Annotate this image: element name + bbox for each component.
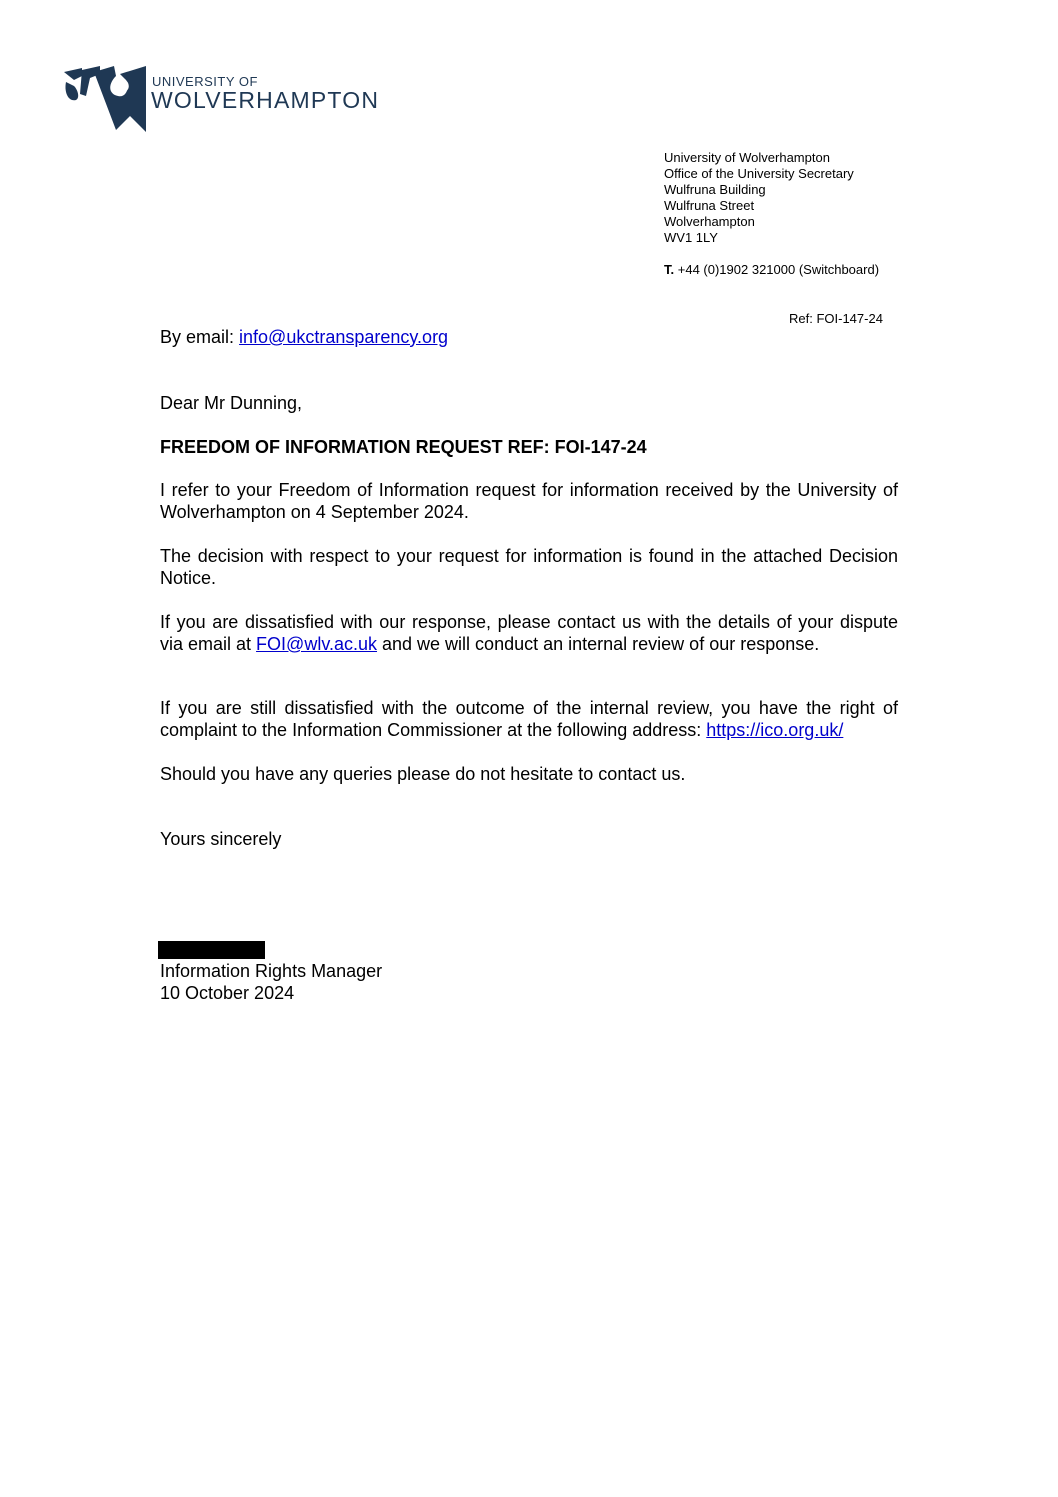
salutation: Dear Mr Dunning, — [160, 393, 303, 413]
foi-email-link[interactable]: FOI@wlv.ac.uk — [256, 634, 378, 654]
paragraph-ico-complaint — [160, 697, 898, 741]
phone-line — [664, 262, 879, 277]
by-email-label: By email: — [160, 327, 240, 347]
letter-subject: FREEDOM OF INFORMATION REQUEST REF: FOI-147-24 — [160, 437, 647, 457]
paragraph-request-received: I refer to your Freedom of Information request for information received by the University of Wolverhampton on 4 September 2024. — [160, 480, 898, 522]
sender-address — [664, 150, 854, 246]
paragraph-text: and we will conduct an internal review of our response. — [377, 634, 820, 654]
uw-emblem-icon — [60, 62, 150, 134]
paragraph-queries: Should you have any queries please do not hesitate to contact us. — [160, 764, 686, 784]
recipient-email-link[interactable]: info@ukctransparency.org — [239, 327, 449, 347]
logo-text-university-of: UNIVERSITY OF — [152, 74, 258, 89]
redacted-signature-name — [158, 941, 265, 959]
address-line: Wolverhampton — [664, 214, 755, 229]
phone-label: T. — [664, 262, 675, 277]
letter-date: 10 October 2024 — [160, 983, 295, 1003]
ico-website-link[interactable]: https://ico.org.uk/ — [706, 720, 844, 740]
paragraph-text: If you are still dissatisfied with the outcome of the internal review, you have the right of complaint to the Information Commissioner at the following address: — [160, 698, 898, 740]
recipient-email-line — [160, 326, 898, 348]
address-line: WV1 1LY — [664, 230, 718, 245]
paragraph-internal-review — [160, 611, 898, 655]
signatory-title: Information Rights Manager — [160, 961, 383, 981]
address-line: University of Wolverhampton — [664, 150, 830, 165]
address-line: Wulfruna Street — [664, 198, 755, 213]
reference-number: Ref: FOI-147-24 — [789, 311, 883, 326]
closing: Yours sincerely — [160, 829, 282, 849]
address-line: Office of the University Secretary — [664, 166, 854, 181]
phone-number: +44 (0)1902 321000 (Switchboard) — [677, 262, 880, 277]
logo-text-wolverhampton: WOLVERHAMPTON — [151, 87, 380, 113]
paragraph-decision-notice: The decision with respect to your request for information is found in the attached Decision Notice. — [160, 546, 898, 588]
university-logo — [60, 62, 390, 134]
address-line: Wulfruna Building — [664, 182, 766, 197]
paragraph-text: If you are dissatisfied with our response, please contact us with the details of your dispute via email at — [160, 612, 898, 654]
